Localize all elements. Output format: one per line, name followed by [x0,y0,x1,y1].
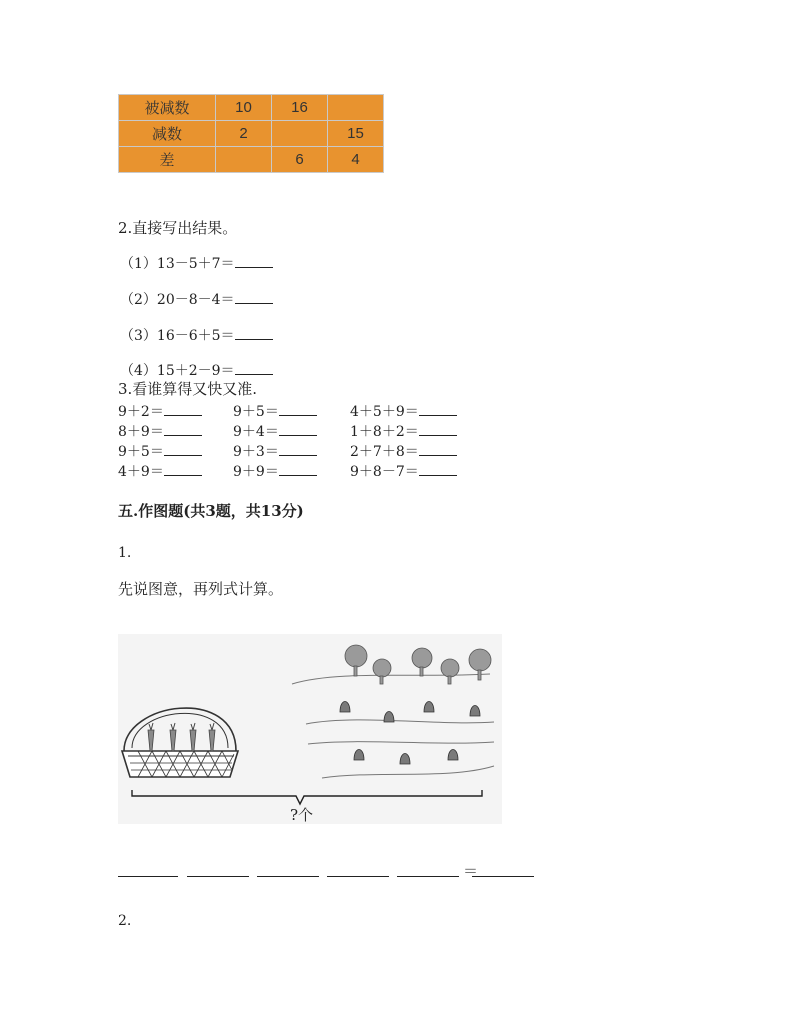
answer-blank[interactable] [164,401,202,416]
table-cell: 16 [272,95,328,121]
answer-blank[interactable] [419,441,457,456]
question-item [120,289,273,309]
answer-blank[interactable] [164,461,202,476]
answer-blank[interactable] [279,421,317,436]
subtraction-table [118,94,384,173]
question-number: 1. [118,545,132,561]
answer-blank[interactable] [235,253,273,268]
table-cell: 差 [119,147,216,173]
picture-label: ?个 [290,806,314,824]
table-cell [216,147,272,173]
answer-blank[interactable] [279,401,317,416]
brace-icon [132,790,482,804]
calc-item [233,421,317,441]
table-cell: 15 [328,121,384,147]
table-cell: 2 [216,121,272,147]
answer-blank[interactable] [472,876,534,877]
equals-sign: ＝ [463,862,479,880]
calc-item [350,461,457,481]
table-cell: 4 [328,147,384,173]
answer-blank[interactable] [397,876,459,877]
expression: 9＋9＝ [233,464,279,480]
table-cell: 减数 [119,121,216,147]
answer-blank[interactable] [235,360,273,375]
calc-item [118,441,202,461]
expression: 9＋5＝ [233,404,279,420]
answer-blank[interactable] [419,421,457,436]
answer-blank[interactable] [164,441,202,456]
calc-item [350,421,457,441]
calc-item [233,401,317,421]
expression: 2＋7＋8＝ [350,444,419,460]
answer-blank[interactable] [257,876,319,877]
calc-item [118,461,202,481]
field-lines-icon [292,674,494,778]
answer-blank[interactable] [235,289,273,304]
table-cell [272,121,328,147]
table-row [119,95,384,121]
answer-blank[interactable] [419,401,457,416]
expression: （3）16－6＋5＝ [120,328,235,344]
question-item [120,325,273,345]
table-cell: 6 [272,147,328,173]
carrot-illustration [118,634,502,824]
answer-blank[interactable] [327,876,389,877]
calc-item [350,441,457,461]
expression: （2）20－8－4＝ [120,292,235,308]
question-item [120,253,273,273]
expression: 9＋8－7＝ [350,464,419,480]
expression: 9＋3＝ [233,444,279,460]
answer-blank[interactable] [118,876,178,877]
question-item [120,360,273,380]
section-heading: 五.作图题(共3题，共13分) [118,502,304,520]
expression: 4＋9＝ [118,464,164,480]
expression: （4）15＋2－9＝ [120,363,235,379]
expression: 4＋5＋9＝ [350,404,419,420]
expression: 9＋2＝ [118,404,164,420]
expression: （1）13－5＋7＝ [120,256,235,272]
question-instruction: 先说图意，再列式计算。 [118,580,284,598]
question-number: 2. [118,913,132,929]
expression: 9＋5＝ [118,444,164,460]
calc-item [118,401,202,421]
calc-item [233,441,317,461]
calc-item [233,461,317,481]
table-cell [328,95,384,121]
answer-blank[interactable] [164,421,202,436]
carrot-picture [118,634,502,824]
table-row [119,121,384,147]
carrot-icon [148,730,215,751]
expression: 1＋8＋2＝ [350,424,419,440]
question-title: 2.直接写出结果。 [118,219,238,237]
table-cell: 10 [216,95,272,121]
answer-blank[interactable] [279,441,317,456]
answer-blank[interactable] [235,325,273,340]
question-title: 3.看谁算得又快又准. [118,380,258,398]
expression: 9＋4＝ [233,424,279,440]
answer-blank[interactable] [187,876,249,877]
basket-icon [122,708,238,777]
answer-blank[interactable] [419,461,457,476]
table-cell: 被减数 [119,95,216,121]
table-row [119,147,384,173]
tree-icon [345,645,491,684]
answer-blank[interactable] [279,461,317,476]
expression: 8＋9＝ [118,424,164,440]
carrot-icon [340,702,480,765]
calc-item [350,401,457,421]
calc-item [118,421,202,441]
